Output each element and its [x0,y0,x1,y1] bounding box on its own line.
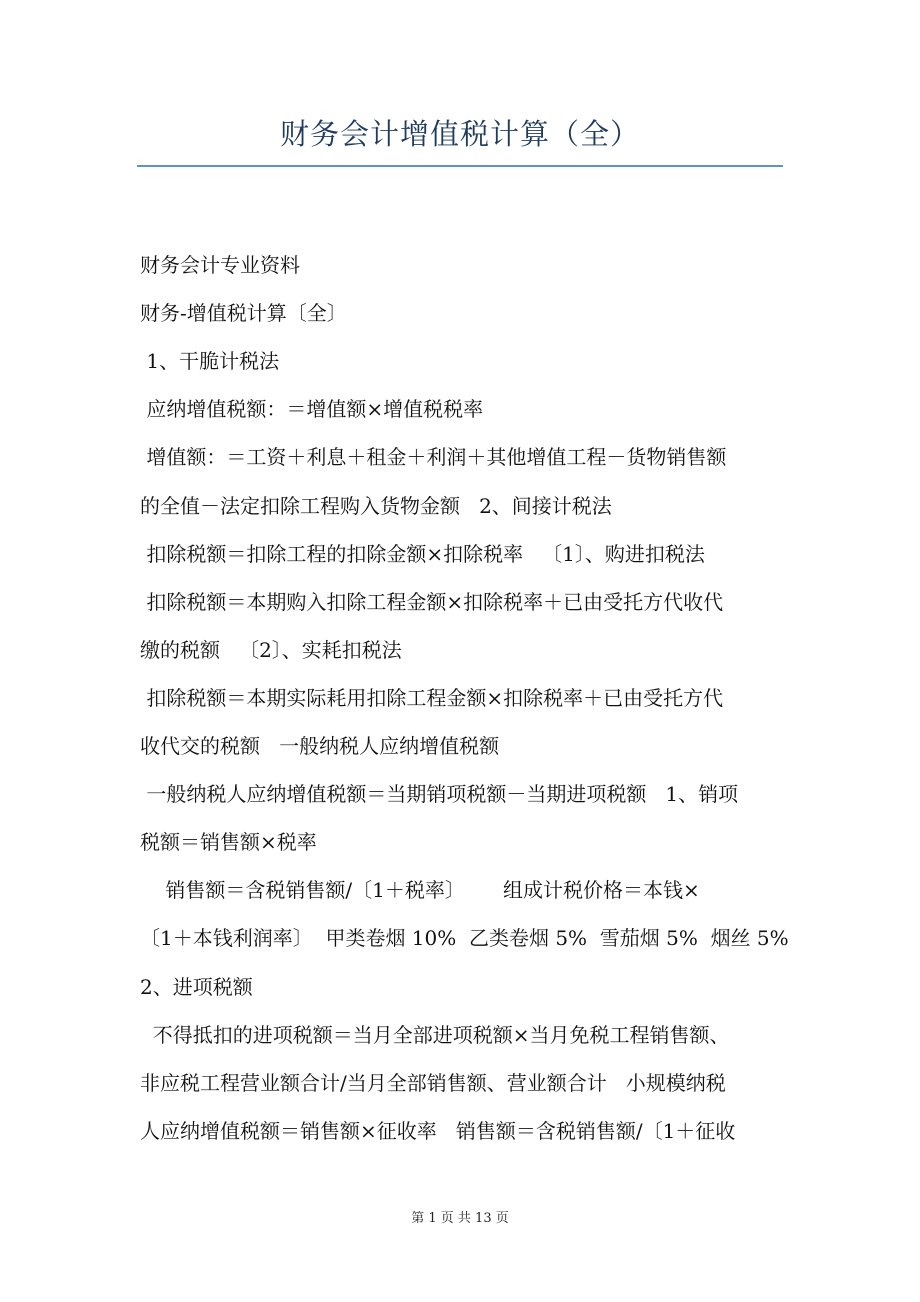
text-line: 收代交的税额 一般纳税人应纳增值税额 [140,734,500,758]
text-line: 非应税工程营业额合计/当月全部销售额、营业额合计 小规模纳税 [140,1070,726,1095]
text-line: 财务-增值税计算〔全〕 [140,301,347,326]
text-line: 扣除税额＝本期实际耗用扣除工程金额×扣除税率＋已由受托方代 [140,685,724,710]
text-line: 应纳增值税额：＝增值额×增值税税率 [140,397,484,422]
text-line: 税额＝销售额×税率 [140,830,317,855]
text-line: 的全值－法定扣除工程购入货物金额 2、间接计税法 [140,493,612,518]
text-line: 人应纳增值税额＝销售额×征收率 销售额＝含税销售额/〔1＋征收 [140,1118,736,1143]
title-divider [137,165,783,167]
text-line: 增值额：＝工资＋利息＋租金＋利润＋其他增值工程－货物销售额 [140,445,727,470]
text-line: 〔1＋本钱利润率〕 甲类卷烟 10% 乙类卷烟 5% 雪茄烟 5% 烟丝 5% [140,926,789,951]
text-line: 不得抵扣的进项税额＝当月全部进项税额×当月免税工程销售额、 [140,1022,730,1047]
text-line: 1、干脆计税法 [140,349,280,374]
page-footer: 第 1 页 共 13 页 [411,1211,509,1226]
text-line: 财务会计专业资料 [140,253,300,277]
text-line: 扣除税额＝扣除工程的扣除金额×扣除税率 〔1〕、购进扣税法 [140,541,705,566]
text-line: 2、进项税额 [140,974,253,999]
text-line: 扣除税额＝本期购入扣除工程金额×扣除税率＋已由受托方代收代 [140,589,724,614]
text-line: 销售额＝含税销售额/〔1＋税率〕 组成计税价格＝本钱× [140,878,700,903]
document-title: 财务会计增值税计算（全） [279,117,640,151]
text-line: 一般纳税人应纳增值税额＝当期销项税额－当期进项税额 1、销项 [140,782,739,807]
text-line: 缴的税额 〔2〕、实耗扣税法 [140,637,402,662]
